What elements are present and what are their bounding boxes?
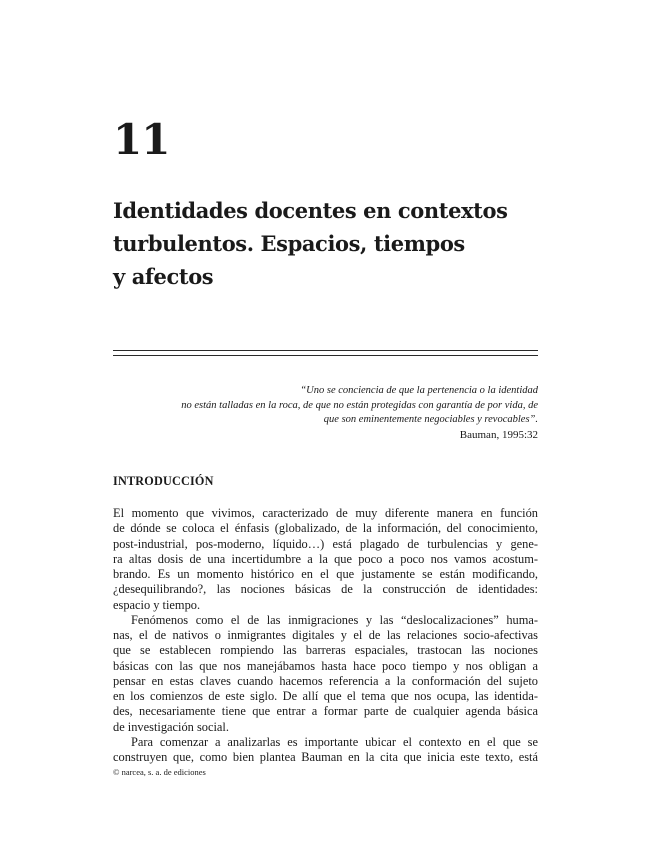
- text-line: ¿desequilibrando?, las nociones básicas de la construcción de identidades:: [113, 582, 538, 597]
- text-line: de dónde se coloca el énfasis (globalizado, de la información, del conocimiento,: [113, 521, 538, 536]
- body-text: [113, 506, 538, 765]
- chapter-title-line: y afectos: [113, 264, 214, 289]
- text-line: construyen que, como bien plantea Bauman en la cita que inicia este texto, está: [113, 750, 538, 764]
- paragraph: [113, 506, 538, 613]
- text-line: que se establecen rompiendo las barreras espaciales, trastocan las nociones: [113, 643, 538, 658]
- text-line: Fenómenos como el de las inmigraciones y las “deslocalizaciones” huma-: [131, 612, 538, 627]
- text-line: ra altas dosis de una incertidumbre a la que poco a poco nos vamos acostum-: [113, 551, 538, 566]
- text-line: en los comienzos de este siglo. De allí que el tema que nos ocupa, las identida-: [113, 689, 538, 703]
- epigraph-line: no están talladas en la roca, de que no están protegidas con garantía de por vida, de: [181, 399, 538, 411]
- section-heading: INTRODUCCIÓN: [113, 474, 214, 488]
- chapter-number: 11: [113, 115, 170, 164]
- paragraph: [113, 613, 538, 735]
- text-line: brando. Es un momento histórico en el que justamente se están modificando,: [113, 567, 538, 581]
- chapter-title-line: Identidades docentes en contextos: [113, 198, 508, 223]
- epigraph-line: que son eminentemente negociables y revocables”.: [323, 414, 538, 426]
- text-line: des, necesariamente tiene que entrar a formar parte de cualquier agenda básica: [113, 704, 538, 719]
- copyright-footer: © narcea, s. a. de ediciones: [113, 767, 206, 777]
- text-line: pensar en estas claves cuando hacemos referencia a la conformación del sujeto: [113, 673, 538, 688]
- text-line: Para comenzar a analizarlas es importante ubicar el contexto en el que se: [131, 734, 538, 749]
- paragraph: [113, 735, 538, 766]
- title-divider-top: [113, 350, 538, 351]
- epigraph-source: Bauman, 1995:32: [459, 428, 538, 441]
- text-line: post-industrial, pos-moderno, líquido…) está plagado de turbulencias y gene-: [113, 536, 538, 551]
- chapter-title: [113, 194, 543, 293]
- text-line: nas, el de nativos o inmigrantes digitales y el de las relaciones socio-afectivas: [113, 628, 538, 642]
- chapter-title-line: turbulentos. Espacios, tiempos: [113, 231, 465, 256]
- text-line: espacio y tiempo.: [113, 597, 201, 612]
- epigraph: [113, 384, 538, 442]
- text-line: de investigación social.: [113, 719, 229, 734]
- title-divider-bottom: [113, 355, 538, 356]
- text-line: El momento que vivimos, caracterizado de muy diferente manera en función: [113, 506, 538, 520]
- epigraph-line: “Uno se conciencia de que la pertenencia o la identidad: [300, 385, 538, 396]
- text-line: básicas con las que nos manejábamos hasta hace poco tiempo y nos obligan a: [113, 658, 538, 673]
